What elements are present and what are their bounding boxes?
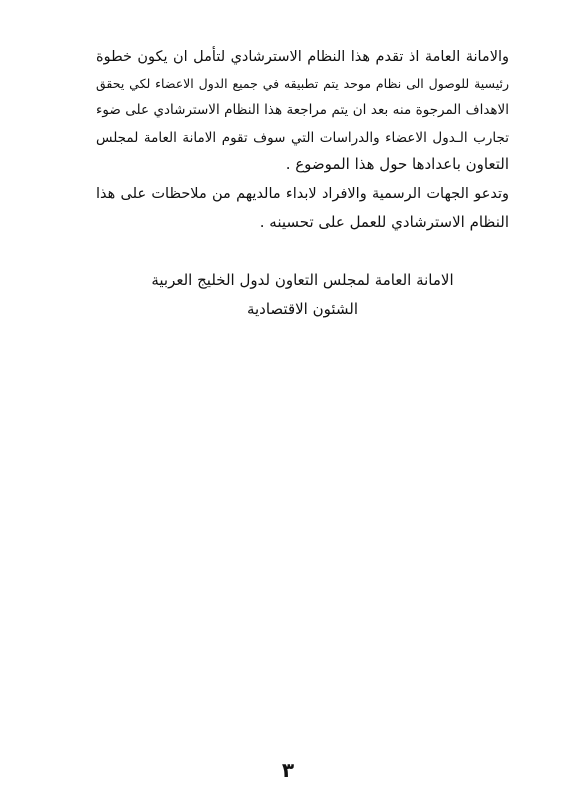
- paragraph-1-line-2: رئيسية للوصول الى نظام موحد يتم تطبيقه في جميع الدول الاعضاء لكي يحقق: [96, 76, 509, 91]
- signature-department: الشئون الاقتصادية: [246, 300, 359, 318]
- paragraph-1-line-5: التعاون باعدادها حول هذا الموضوع .: [285, 155, 509, 173]
- page-number: ٣: [281, 758, 295, 782]
- paragraph-2-line-1: وتدعو الجهات الرسمية والافراد لابداء مالديهم من ملاحظات على هذا: [96, 186, 509, 202]
- paragraph-1-line-1: والامانة العامة اذ تقدم هذا النظام الاسترشادي لتأمل ان يكون خطوة: [96, 49, 509, 65]
- paragraph-2-line-2: النظام الاسترشادي للعمل على تحسينه .: [259, 213, 509, 231]
- paragraph-1-line-3: الاهداف المرجوة منه بعد ان يتم مراجعة هذا النظام الاسترشادي على ضوء: [96, 102, 509, 118]
- paragraph-1-line-4: تجارب الـدول الاعضاء والدراسات التي سوف تقوم الامانة العامة لمجلس: [96, 130, 509, 146]
- signature-organization: الامانة العامة لمجلس التعاون لدول الخليج العربية: [151, 271, 454, 289]
